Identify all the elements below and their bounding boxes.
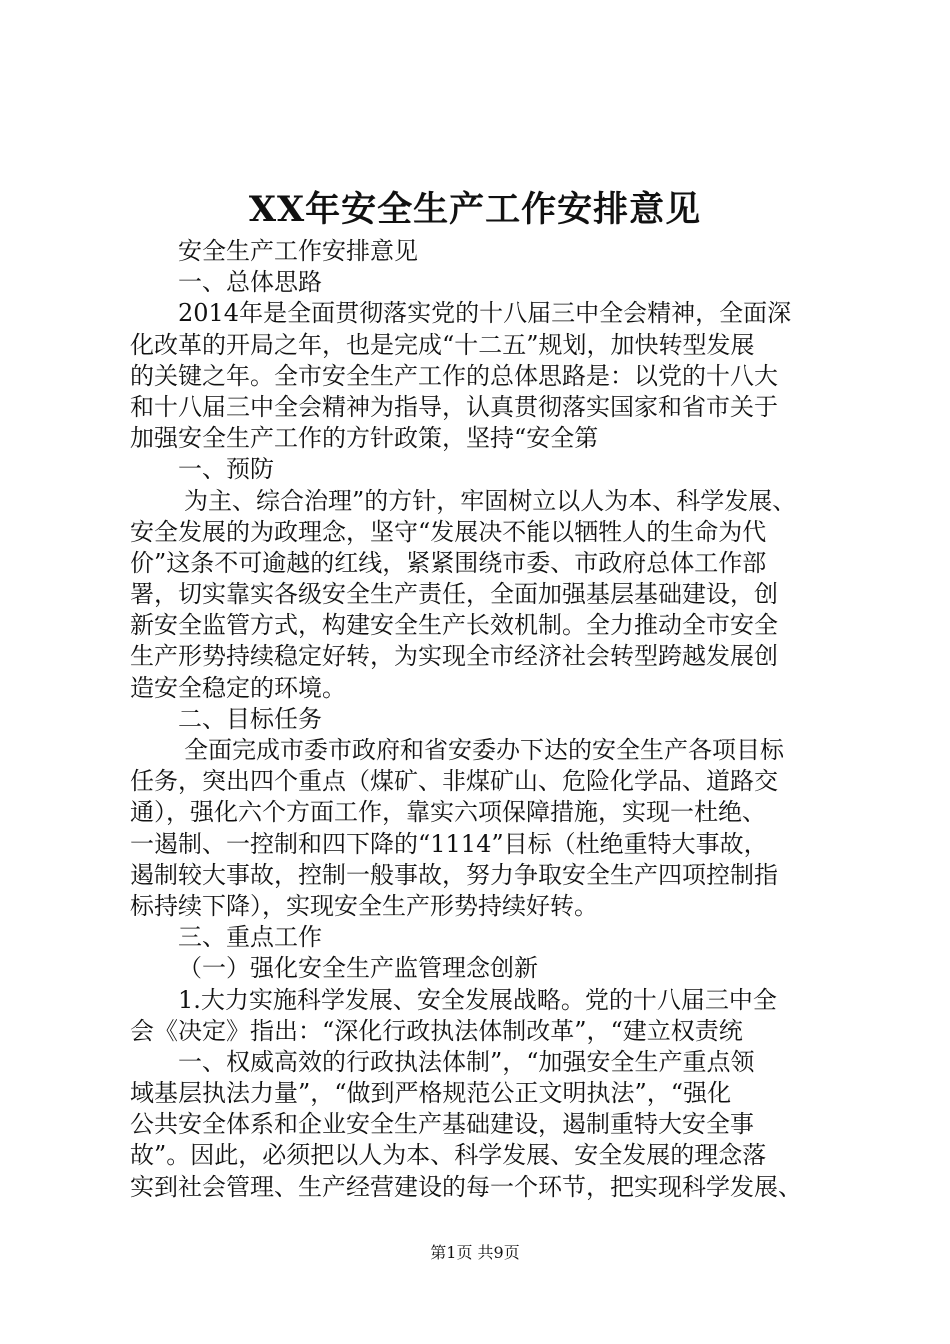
doc-line: 三、重点工作 [178, 923, 322, 952]
doc-line: 实到社会管理、生产经营建设的每一个环节，把实现科学发展、 [130, 1172, 802, 1201]
doc-line: 二、目标任务 [178, 704, 322, 733]
document-title: XX年安全生产工作安排意见 [248, 189, 702, 230]
doc-line: 的关键之年。全市安全生产工作的总体思路是：以党的十八大 [130, 361, 778, 390]
doc-line: 会《决定》指出：“深化行政执法体制改革”，“建立权责统 [130, 1016, 743, 1045]
doc-line: 2014年是全面贯彻落实党的十八届三中全会精神，全面深 [178, 299, 792, 328]
doc-line: 1.大力实施科学发展、安全发展战略。党的十八届三中全 [178, 985, 777, 1014]
doc-line: 通），强化六个方面工作，靠实六项保障措施，实现一杜绝、 [130, 798, 766, 827]
doc-line: 化改革的开局之年，也是完成“十二五”规划，加快转型发展 [130, 330, 755, 359]
doc-line: 安全生产工作安排意见 [178, 237, 418, 265]
doc-line: 一、预防 [178, 455, 274, 484]
doc-line: 标持续下降），实现安全生产形势持续好转。 [130, 891, 598, 920]
document-body [130, 236, 830, 1203]
doc-line: 加强安全生产工作的方针政策，坚持“安全第 [130, 424, 599, 453]
doc-line: 公共安全体系和企业安全生产基础建设，遏制重特大安全事 [130, 1110, 754, 1139]
doc-line: （一）强化安全生产监管理念创新 [178, 954, 538, 983]
doc-line: 生产形势持续稳定好转，为实现全市经济社会转型跨越发展创 [130, 642, 778, 671]
doc-line: 一、权威高效的行政执法体制”，“加强安全生产重点领 [178, 1047, 755, 1076]
doc-line: 为主、综合治理”的方针，牢固树立以人为本、科学发展、 [184, 486, 797, 515]
doc-line: 一、总体思路 [178, 268, 322, 297]
doc-line: 故”。因此，必须把以人为本、科学发展、安全发展的理念落 [130, 1141, 767, 1170]
doc-line: 署，切实靠实各级安全生产责任，全面加强基层基础建设，创 [130, 580, 778, 609]
doc-line: 一遏制、一控制和四下降的“1114”目标（杜绝重特大事故， [130, 829, 768, 858]
page-footer: 第1页 共9页 [430, 1243, 520, 1262]
doc-line: 域基层执法力量”，“做到严格规范公正文明执法”，“强化 [130, 1079, 732, 1108]
doc-line: 和十八届三中全会精神为指导，认真贯彻落实国家和省市关于 [130, 392, 778, 421]
doc-line: 任务，突出四个重点（煤矿、非煤矿山、危险化学品、道路交 [130, 767, 778, 796]
doc-line: 遏制较大事故，控制一般事故，努力争取安全生产四项控制指 [130, 860, 778, 889]
doc-line: 全面完成市委市政府和省安委办下达的安全生产各项目标 [184, 736, 784, 764]
doc-line: 安全发展的为政理念，坚守“发展决不能以牺牲人的生命为代 [130, 517, 767, 546]
doc-line: 造安全稳定的环境。 [130, 673, 346, 702]
doc-line: 价”这条不可逾越的红线，紧紧围绕市委、市政府总体工作部 [130, 548, 767, 577]
doc-line: 新安全监管方式，构建安全生产长效机制。全力推动全市安全 [130, 611, 778, 640]
